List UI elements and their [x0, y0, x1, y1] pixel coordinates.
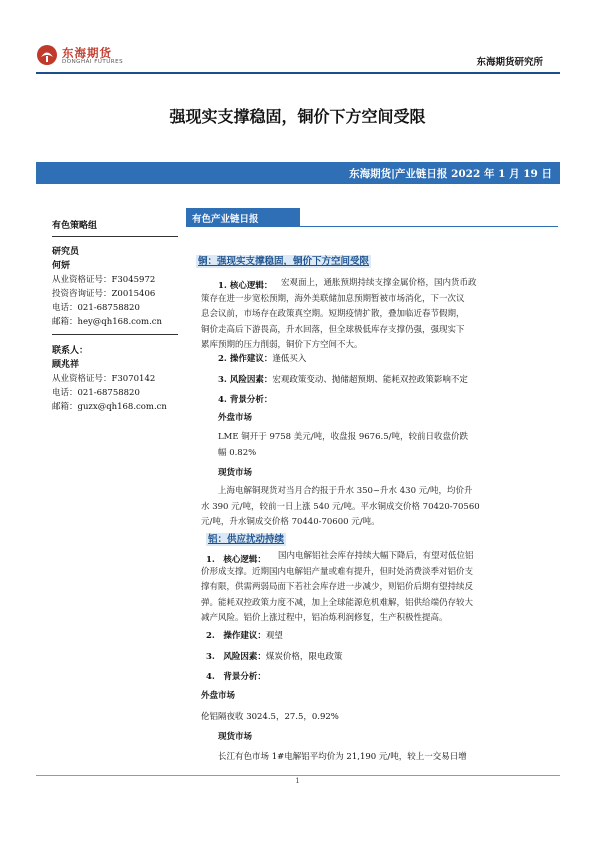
copper-core-logic: 宏观面上，通胀预期持续支撑金属价格，国内货币政 策存在进一步宽松预期，海外美联储加息预期暂被市场消化，下一次议 息会议前，市场存在政策真空期。短期疫情扩散，叠加临近春节假期， 铜价走高后下游畏高，升水回落，但全球极低库存支撑仍强，强现实下 累库预期的压力削弱，铜价下方空间不大。	[201, 278, 477, 350]
sidebar-divider	[52, 334, 178, 335]
brand-logo	[36, 44, 156, 70]
report-title: 强现实支撑稳固，铜价下方空间受限	[169, 107, 426, 126]
copper-risk: 3. 风险因素：宏观政策变动、抛储超预期、能耗双控政策影响不定	[218, 375, 468, 385]
researcher-name: 何妍	[52, 261, 71, 271]
section-rule	[186, 226, 558, 227]
contact-email[interactable]: 邮箱：guzx@qh168.com.cn	[52, 402, 167, 412]
aluminum-heading[interactable]	[206, 531, 286, 545]
contact-phone: 电话：021-68758820	[52, 388, 140, 398]
aluminum-external-market: 伦铝隔夜收 3024.5，27.5，0.92%	[201, 712, 339, 722]
header-rule	[36, 72, 560, 74]
aluminum-spot-market-label: 现货市场	[218, 732, 253, 742]
aluminum-core-logic-label: 1. 核心逻辑：	[206, 555, 266, 565]
copper-core-logic-label: 1. 核心逻辑：	[218, 281, 273, 291]
footer-rule	[36, 775, 560, 776]
copper-external-market-label: 外盘市场	[218, 413, 253, 423]
copper-background-label: 4. 背景分析：	[218, 395, 273, 405]
aluminum-spot-market: 长江有色市场 1#电解铝平均价为 21,190 元/吨，较上一交易日增	[218, 752, 467, 762]
report-banner	[36, 162, 560, 184]
researcher-phone: 电话：021-68758820	[52, 303, 140, 313]
strategy-group-title: 有色策略组	[52, 221, 98, 231]
researcher-email[interactable]: 邮箱：hey@qh168.com.cn	[52, 317, 163, 327]
banner-text: 东海期货|产业链日报 2022 年 1 月 19 日	[349, 168, 552, 180]
copper-advice: 2. 操作建议：逢低买入	[218, 354, 307, 364]
aluminum-core-logic: 国内电解铝社会库存持续大幅下降后，有望对低位铝 价形成支撑。近期国内电解铝产量或难有提升，但时处消费淡季对铝价支 撑有限，供需两弱局面下若社会库存进一步减少，则铝价后期有望持续反 弹。能耗双控政策力度不减，加上全球能源危机难解，铝供给端仍存较大 减产风险。铝价上涨过程中，铝冶炼利润修复，生产积极性提高。	[201, 551, 474, 623]
copper-spot-market-label: 现货市场	[218, 468, 253, 478]
contact-label: 联系人：	[52, 346, 89, 356]
section-tag	[186, 208, 300, 226]
researcher-label: 研究员	[52, 247, 80, 257]
aluminum-external-market-label: 外盘市场	[201, 691, 236, 701]
aluminum-advice: 2. 操作建议：观望	[206, 631, 283, 641]
researcher-consult-license: 投资咨询证号：Z0015406	[52, 289, 156, 299]
section-tag-label: 有色产业链日报	[192, 214, 259, 225]
page-number: 1	[295, 777, 300, 785]
contact-license: 从业资格证号：F3070142	[52, 374, 156, 384]
logo-mark-icon	[36, 44, 58, 66]
copper-external-market: LME 铜开于 9758 美元/吨，收盘报 9676.5/吨，较前日收盘价跌 幅 0.82%	[218, 432, 468, 458]
contact-name: 顾兆祥	[52, 360, 80, 370]
aluminum-heading-text: 铝：供应扰动持续	[208, 534, 285, 545]
logo-subtext: DONGHAI FUTURES	[62, 59, 124, 65]
aluminum-risk: 3. 风险因素：煤炭价格，限电政策	[206, 652, 343, 662]
logo-text: 东海期货	[62, 46, 112, 60]
copper-heading-text: 铜：强现实支撑稳固，铜价下方空间受限	[198, 256, 370, 267]
organization-name: 东海期货研究所	[476, 57, 543, 68]
sidebar-divider	[52, 236, 178, 237]
copper-heading[interactable]	[196, 253, 371, 267]
researcher-license: 从业资格证号：F3045972	[52, 275, 156, 285]
copper-spot-market: 上海电解铜现货对当月合约报于升水 350~升水 430 元/吨，均价升 水 390 元/吨，较前一日上涨 540 元/吨。平水铜成交价格 70420-70560 元/吨，升水铜成交价格 70440-70600 元/吨。	[201, 486, 480, 527]
aluminum-background-label: 4. 背景分析：	[206, 672, 266, 682]
